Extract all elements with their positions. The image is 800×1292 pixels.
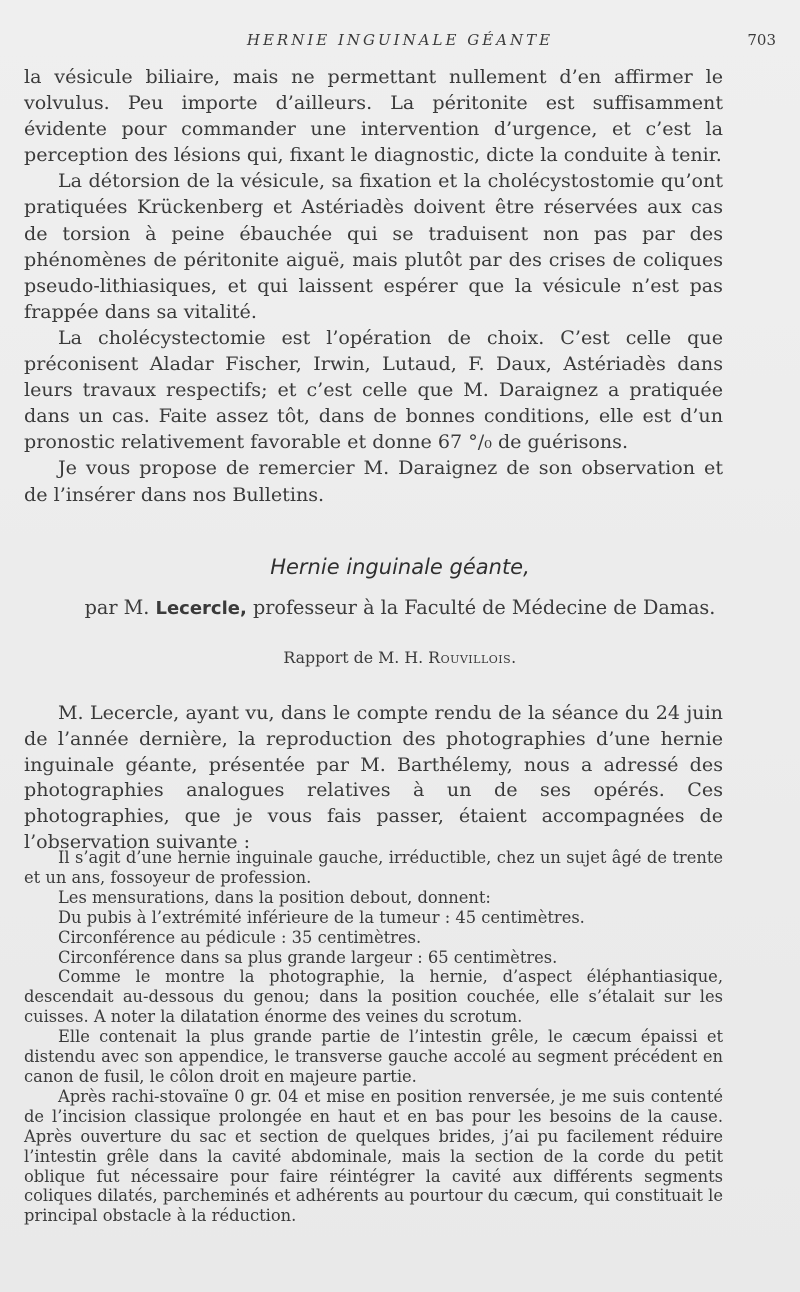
paragraph: La cholécystectomie est l’opération de choix. C’est celle que préconisent Aladar Fischer, Irwin, Lutaud, F. Daux, Astériadès dans leurs travaux respectifs; et c’est celle que M. Daraignez a pratiquée dans un cas. Faite assez tôt, dans de bonnes conditions, elle est d’un pronostic relativement favorable et donne 67 °/₀ de guérisons.: [24, 325, 723, 454]
author-affiliation: professeur à la Faculté de Médecine de Damas.: [252, 596, 716, 619]
paragraph: Après rachi-stovaïne 0 gr. 04 et mise en position renversée, je me suis contenté de l’incision classique prolongée en haut et en bas pour les besoins de la cause. Après ouverture du sac et section de quelques brides, j’ai pu facilement réduire l’intestin grêle dans la cavité abdominale, mais la section de la corde du petit oblique fut nécessaire pour faire réintégrer la cavité aux différents segments coliques dilatés, parcheminés et adhérents au pourtour du cæcum, qui constituait le principal obstacle à la réduction.: [24, 1086, 723, 1226]
rapport-line: [0, 648, 800, 667]
paragraph: Je vous propose de remercier M. Daraignez de son observation et de l’insérer dans nos Bulletins.: [24, 456, 723, 506]
previous-report-text: [24, 64, 723, 508]
paragraph: Elle contenait la plus grande partie de l’intestin grêle, le cæcum épaissi et distendu avec son appendice, le transverse gauche accolé au segment précédent en canon de fusil, le côlon droit en majeure partie.: [24, 1027, 723, 1086]
rapporteur-name: Rouvillois.: [428, 648, 517, 667]
measurement-line: Circonférence dans sa plus grande largeur : 65 centimètres.: [58, 947, 558, 967]
article-byline: [0, 596, 800, 619]
paragraph: Les mensurations, dans la position debout, donnent:: [58, 887, 491, 907]
paragraph: la vésicule biliaire, mais ne permettant nullement d’en affirmer le volvulus. Peu importe d’ailleurs. La péritonite est suffisamment évidente pour commander une intervention d’urgence, et c’est la perception des lésions qui, fixant le diagnostic, dicte la conduite à tenir.: [24, 65, 723, 167]
rapport-prefix: Rapport de M. H.: [283, 648, 424, 667]
paragraph: M. Lecercle, ayant vu, dans le compte rendu de la séance du 24 juin de l’année dernière, la reproduction des photographies d’une hernie inguinale géante, présentée par M. Barthélemy, nous a adressé des photographies analogues relatives à un de ses opérés. Ces photographies, que je vous fais passer, étaient accompagnées de l’observation suivante :: [24, 701, 723, 853]
measurement-line: Du pubis à l’extrémité inférieure de la tumeur : 45 centimètres.: [58, 907, 585, 927]
paragraph: La détorsion de la vésicule, sa fixation et la cholécystostomie qu’ont pratiquées Krückenberg et Astériadès doivent être réservées aux cas de torsion à peine ébauchée qui se traduisent non pas par des phénomènes de péritonite aiguë, mais plutôt par des crises de coliques pseudo-lithiasiques, et qui laissent espérer que la vésicule n’est pas frappée dans sa vitalité.: [24, 169, 723, 323]
clinical-observation: [24, 848, 723, 1226]
report-introduction: [24, 700, 723, 855]
article-title: Hernie inguinale géante,: [270, 555, 530, 579]
measurement-line: Circonférence au pédicule : 35 centimètres.: [58, 927, 422, 947]
paragraph: Il s’agit d’une hernie inguinale gauche, irréductible, chez un sujet âgé de trente et un ans, fossoyeur de profession.: [24, 848, 723, 887]
paragraph: Comme le montre la photographie, la hernie, d’aspect éléphantiasique, descendait au-dessous du genou; dans la position couchée, elle s’étalait sur les cuisses. A noter la dilatation énorme des veines du scrotum.: [24, 967, 723, 1027]
page-number: 703: [747, 31, 776, 49]
running-title: HERNIE INGUINALE GÉANTE: [246, 31, 554, 49]
byline-prefix: par M.: [84, 596, 150, 619]
author-name: Lecercle,: [155, 598, 247, 619]
